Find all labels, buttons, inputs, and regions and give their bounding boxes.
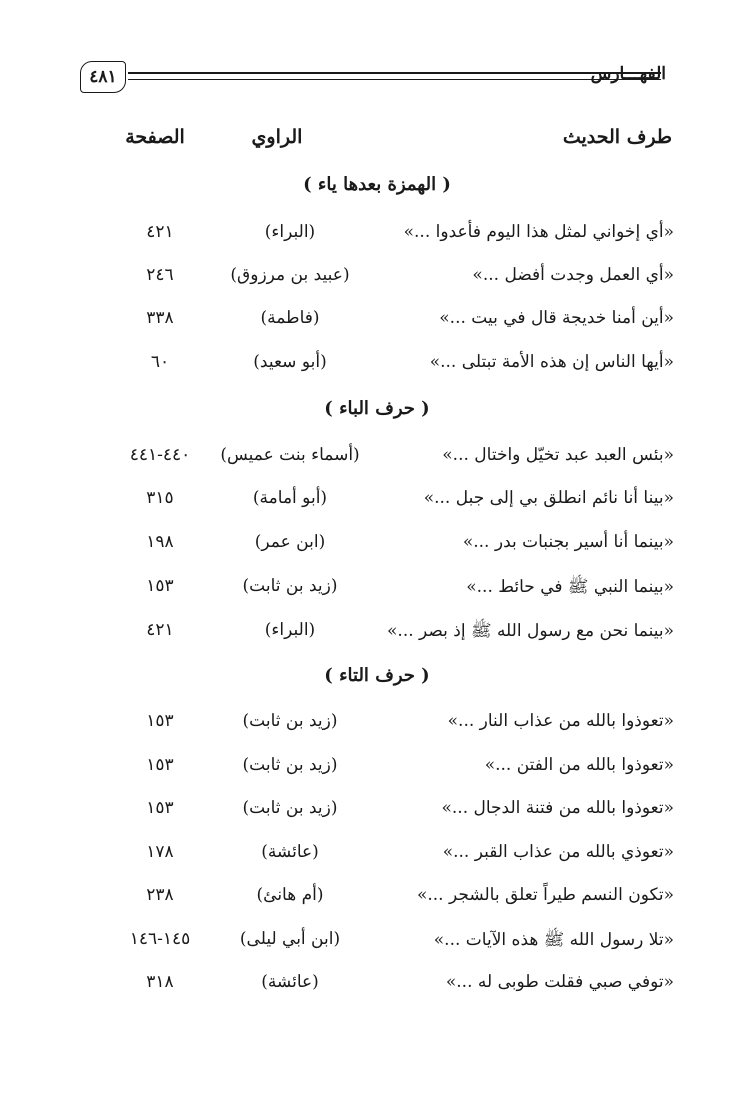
hadith-text: «تعوذوا بالله من فتنة الدجال ...» xyxy=(441,798,674,818)
page-ref: ١٥٣ xyxy=(146,576,174,596)
page-ref: ٦٠ xyxy=(150,352,170,372)
index-row xyxy=(0,929,754,963)
page-ref: ٢٣٨ xyxy=(146,885,174,905)
hadith-text: «تلا رسول الله ﷺ هذه الآيات ...» xyxy=(433,930,674,950)
hadith-text: «بينا أنا نائم انطلق بي إلى جبل ...» xyxy=(423,488,674,508)
narrator: (عائشة) xyxy=(261,972,319,992)
hadith-text: «تعوذي بالله من عذاب القبر ...» xyxy=(442,842,674,862)
narrator: (زيد بن ثابت) xyxy=(242,798,338,818)
page-ref: ١٩٨ xyxy=(146,532,174,552)
narrator: (عبيد بن مرزوق) xyxy=(230,265,350,285)
page-ref: ٤٢١ xyxy=(146,222,174,242)
column-header-hadith: طرف الحديث xyxy=(562,126,672,148)
header-rule-thin xyxy=(128,79,661,80)
page-ref: ٤٢١ xyxy=(146,620,174,640)
page-ref: ١٧٨ xyxy=(146,842,174,862)
narrator: (البراء) xyxy=(264,222,316,242)
hadith-text: «أي إخواني لمثل هذا اليوم فأعدوا ...» xyxy=(403,222,674,242)
narrator: (عائشة) xyxy=(261,842,319,862)
page-number: ٤٨١ xyxy=(80,61,126,93)
narrator: (زيد بن ثابت) xyxy=(242,755,338,775)
narrator: (أبو سعيد) xyxy=(253,352,327,372)
index-row xyxy=(0,620,754,654)
index-row xyxy=(0,352,754,386)
hadith-text: «توفي صبي فقلت طوبى له ...» xyxy=(445,972,674,992)
hadith-text: «أي العمل وجدت أفضل ...» xyxy=(472,265,674,285)
page-ref: ٣٣٨ xyxy=(146,308,174,328)
narrator: (البراء) xyxy=(264,620,316,640)
column-header-page: الصفحة xyxy=(125,126,185,148)
narrator: (ابن أبي ليلى) xyxy=(239,929,341,949)
hadith-text: «أيها الناس إن هذه الأمة تبتلى ...» xyxy=(429,352,674,372)
page-ref: ٢٤٦ xyxy=(146,265,174,285)
page-ref: ١٥٣ xyxy=(146,755,174,775)
index-row xyxy=(0,265,754,299)
index-row xyxy=(0,445,754,479)
hadith-text: «تكون النسم طيراً تعلق بالشجر ...» xyxy=(416,885,674,905)
page-ref: ١٤٥-١٤٦ xyxy=(129,929,191,949)
narrator: (أم هانئ) xyxy=(256,885,324,905)
hadith-text: «بينما نحن مع رسول الله ﷺ إذ بصر ...» xyxy=(387,621,674,641)
index-row xyxy=(0,842,754,876)
index-row xyxy=(0,972,754,1006)
narrator: (فاطمة) xyxy=(260,308,320,328)
index-row xyxy=(0,576,754,610)
hadith-text: «بينما النبي ﷺ في حائط ...» xyxy=(466,577,674,597)
column-header-rawi: الراوي xyxy=(251,126,303,148)
header-title: الفهـــارس xyxy=(590,64,666,84)
narrator: (زيد بن ثابت) xyxy=(242,711,338,731)
section-title: ( حرف التاء ) xyxy=(324,665,430,686)
narrator: (ابن عمر) xyxy=(254,532,326,552)
index-row xyxy=(0,798,754,832)
index-row xyxy=(0,308,754,342)
narrator: (زيد بن ثابت) xyxy=(242,576,338,596)
index-row xyxy=(0,885,754,919)
index-row xyxy=(0,711,754,745)
page-ref: ١٥٣ xyxy=(146,711,174,731)
index-row xyxy=(0,488,754,522)
page-ref: ٣١٥ xyxy=(146,488,174,508)
index-row xyxy=(0,755,754,789)
hadith-text: «بئس العبد عبد تخيّل واختال ...» xyxy=(442,445,674,465)
hadith-text: «تعوذوا بالله من الفتن ...» xyxy=(484,755,674,775)
section-title: ( حرف الباء ) xyxy=(324,398,430,419)
hadith-text: «بينما أنا أسير بجنبات بدر ...» xyxy=(462,532,674,552)
hadith-text: «أين أمنا خديجة قال في بيت ...» xyxy=(439,308,674,328)
page-ref: ١٥٣ xyxy=(146,798,174,818)
section-title: ( الهمزة بعدها ياء ) xyxy=(303,174,451,195)
header-rule xyxy=(128,72,661,74)
index-row xyxy=(0,532,754,566)
narrator: (أسماء بنت عميس) xyxy=(220,445,360,465)
hadith-text: «تعوذوا بالله من عذاب النار ...» xyxy=(447,711,674,731)
page-ref: ٣١٨ xyxy=(146,972,174,992)
narrator: (أبو أمامة) xyxy=(252,488,328,508)
page-ref: ٤٤٠-٤٤١ xyxy=(129,445,191,465)
index-row xyxy=(0,222,754,256)
